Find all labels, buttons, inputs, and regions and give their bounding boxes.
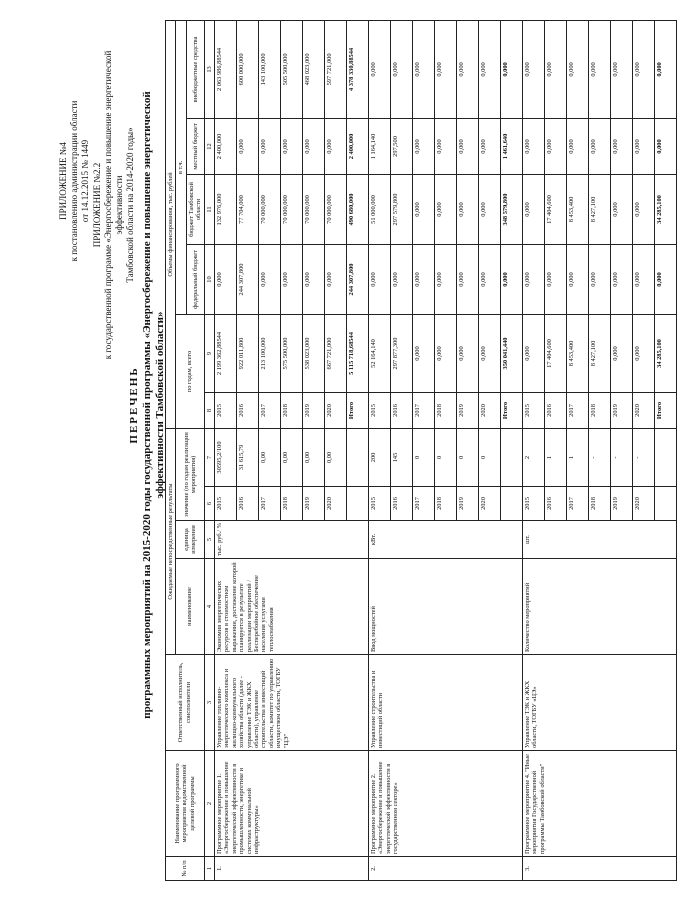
column-number: 3: [204, 655, 214, 751]
funding-extra: 0,000: [523, 20, 545, 118]
funding-year: 2018: [281, 392, 303, 428]
funding-local: 0,000: [611, 118, 633, 174]
program-name: Программное мероприятие 2. «Энергосбережение и повышение энергетической эффективности в государственном секторе»: [369, 751, 523, 857]
funding-total: 350 041,440: [501, 314, 523, 392]
funding-regional: 8 427,100: [589, 174, 611, 244]
funding-year: 2020: [479, 392, 501, 428]
funding-total: 667 721,000: [325, 314, 347, 392]
funding-local: 2 400,000: [347, 118, 369, 174]
funding-local: 0,000: [545, 118, 567, 174]
document-title: [128, 55, 167, 755]
funding-total: 575 500,000: [281, 314, 303, 392]
result-value: 200: [369, 428, 391, 486]
funding-federal: 0,000: [413, 244, 435, 314]
appendix-2-line1: к государственной программе «Энергосбережение и повышение энергетической эффективности: [103, 50, 124, 360]
funding-year: 2019: [611, 392, 633, 428]
result-name: Ввод мощностей: [369, 559, 523, 655]
column-number: 4: [204, 559, 214, 655]
result-name: Количество мероприятий: [523, 559, 677, 655]
program-name: Программное мероприятие 1. «Энергосбережение и повышение энергетической эффективности в промышленности, энергетике и системах коммунальной инфраструктуры»: [215, 751, 369, 857]
funding-year: 2017: [259, 392, 281, 428]
funding-extra: 2 063 986,88544: [215, 20, 237, 118]
table-row: [523, 20, 545, 880]
funding-federal: 0,000: [567, 244, 589, 314]
funding-regional: 132 976,000: [215, 174, 237, 244]
funding-federal: 0,000: [215, 244, 237, 314]
funding-federal: 244 307,800: [237, 244, 259, 314]
result-year: 2017: [259, 487, 281, 521]
result-unit: тыс. руб./ %: [215, 521, 369, 559]
funding-extra: 0,000: [413, 20, 435, 118]
program-number: 2.: [369, 857, 523, 881]
result-value: 1: [567, 428, 589, 486]
title-line2: программных мероприятий на 2015-2020 годы государственной программы «Энергосбережение и повышение энергетической эффективности Тамбовской области»: [141, 91, 166, 719]
funding-year: 2015: [523, 392, 545, 428]
funding-year: 2020: [633, 392, 655, 428]
col-value: значение (по годам реализации мероприятия): [176, 428, 204, 520]
funding-regional: 70 000,000: [281, 174, 303, 244]
col-name: Наименование программного мероприятия ведомственной целевой программы: [166, 751, 205, 857]
funding-federal: 0,000: [633, 244, 655, 314]
funding-year: 2016: [391, 392, 413, 428]
program-number: 3.: [523, 857, 677, 881]
appendix-4-line2: от 14.12.2015 № 1449: [80, 139, 90, 223]
result-value: 0,00: [259, 428, 281, 486]
column-number: 6: [204, 487, 214, 521]
column-number: 13: [204, 20, 214, 118]
col-res-name: наименование: [176, 559, 204, 655]
result-year: 2019: [303, 487, 325, 521]
result-year: 2017: [567, 487, 589, 521]
funding-federal: 0,000: [589, 244, 611, 314]
result-year: 2018: [435, 487, 457, 521]
funding-total: 0,000: [413, 314, 435, 392]
funding-year: 2018: [589, 392, 611, 428]
funding-federal: 0,000: [303, 244, 325, 314]
col-extra: внебюджетные средства: [186, 20, 204, 118]
funding-total: 0,000: [523, 314, 545, 392]
result-year: 2020: [325, 487, 347, 521]
funding-regional: 0,000: [479, 174, 501, 244]
column-number: 10: [204, 244, 214, 314]
funding-local: 0,000: [567, 118, 589, 174]
funding-federal: 0,000: [391, 244, 413, 314]
col-incl: в т.ч.: [176, 20, 186, 314]
appendix-4-title: ПРИЛОЖЕНИЕ №4: [58, 142, 68, 220]
funding-year: 2017: [567, 392, 589, 428]
result-year: 2019: [457, 487, 479, 521]
col-local: местный бюджет: [186, 118, 204, 174]
funding-regional: 17 404,600: [545, 174, 567, 244]
funding-extra: 0,000: [479, 20, 501, 118]
program-executor: Управление строительства и инвестиций области: [369, 655, 523, 751]
funding-extra: 4 378 330,88544: [347, 20, 369, 118]
col-results: Ожидаемые непосредственные результаты: [166, 428, 176, 654]
column-number: 1: [204, 857, 214, 881]
funding-total: 2 199 362,88544: [215, 314, 237, 392]
funding-year: 2018: [435, 392, 457, 428]
funding-year: Итого: [655, 392, 677, 428]
table-row: [369, 20, 391, 880]
funding-local: 0,000: [237, 118, 259, 174]
funding-total: 0,000: [479, 314, 501, 392]
funding-total: 5 115 718,68544: [347, 314, 369, 392]
result-year: 2015: [369, 487, 391, 521]
result-year: 2017: [413, 487, 435, 521]
funding-extra: 0,000: [501, 20, 523, 118]
funding-federal: 0,000: [259, 244, 281, 314]
column-number: 5: [204, 521, 214, 559]
result-value: -: [611, 428, 633, 486]
funding-regional: 77 704,000: [237, 174, 259, 244]
funding-local: 0,000: [457, 118, 479, 174]
funding-federal: 0,000: [479, 244, 501, 314]
result-value: 0: [457, 428, 479, 486]
funding-federal: 0,000: [325, 244, 347, 314]
funding-local: 0,000: [413, 118, 435, 174]
funding-regional: 0,000: [457, 174, 479, 244]
funding-regional: 0,000: [633, 174, 655, 244]
funding-year: 2016: [237, 392, 259, 428]
funding-extra: 0,000: [567, 20, 589, 118]
funding-extra: 0,000: [545, 20, 567, 118]
col-funding: Объемы финансирования, тыс. рублей: [166, 20, 176, 428]
column-number: 7: [204, 428, 214, 486]
result-value: 0: [435, 428, 457, 486]
funding-total: 213 100,000: [259, 314, 281, 392]
result-unit: кВт.: [369, 521, 523, 559]
appendix-2-title: ПРИЛОЖЕНИЕ №2.2: [92, 162, 102, 248]
funding-regional: 51 000,000: [369, 174, 391, 244]
result-year: 2016: [545, 487, 567, 521]
result-year: 2020: [633, 487, 655, 521]
funding-extra: 600 000,000: [237, 20, 259, 118]
funding-total: 922 011,800: [237, 314, 259, 392]
funding-year: Итого: [347, 392, 369, 428]
funding-total: 8 427,100: [589, 314, 611, 392]
funding-federal: 0,000: [369, 244, 391, 314]
result-value: [501, 428, 523, 486]
funding-federal: 0,000: [457, 244, 479, 314]
funding-regional: 70 000,000: [303, 174, 325, 244]
programs-table: [165, 20, 677, 881]
funding-total: 297 877,300: [391, 314, 413, 392]
result-year: 2016: [237, 487, 259, 521]
appendix-4-header: [58, 56, 91, 306]
funding-year: 2016: [545, 392, 567, 428]
funding-year: 2015: [369, 392, 391, 428]
result-year: 2020: [479, 487, 501, 521]
funding-total: 0,000: [611, 314, 633, 392]
result-value: 31 615,79: [237, 428, 259, 486]
program-number: 1.: [215, 857, 369, 881]
result-value: 145: [391, 428, 413, 486]
table-row: [215, 20, 237, 880]
funding-total: 17 404,600: [545, 314, 567, 392]
result-year: [347, 487, 369, 521]
funding-federal: 0,000: [435, 244, 457, 314]
funding-regional: 70 000,000: [259, 174, 281, 244]
result-value: 30595,2/100: [215, 428, 237, 486]
title-line1: ПЕРЕЧЕНЬ: [128, 366, 140, 444]
result-year: [501, 487, 523, 521]
funding-local: 0,000: [523, 118, 545, 174]
appendix-4-line1: к постановлению администрации области: [69, 100, 79, 262]
result-year: 2015: [523, 487, 545, 521]
funding-regional: 0,000: [413, 174, 435, 244]
funding-regional: 490 680,000: [347, 174, 369, 244]
column-number: 12: [204, 118, 214, 174]
appendix-2-line2: Тамбовской области на 2014-2020 годы»: [125, 127, 135, 283]
program-executor: Управление топливно-энергетического комплекса и жилищно-коммунального хозяйства области (далее - управление ТЭК и ЖКХ области), управление строительства и инвестиций области, комитет по управлению имуществом области, ТОГБУ "ЦЭ": [215, 655, 369, 751]
result-value: 0: [479, 428, 501, 486]
col-federal: федеральный бюджет: [186, 244, 204, 314]
funding-federal: 0,000: [281, 244, 303, 314]
funding-federal: 0,000: [611, 244, 633, 314]
funding-extra: 0,000: [457, 20, 479, 118]
result-year: 2015: [215, 487, 237, 521]
column-number: 8: [204, 392, 214, 428]
result-value: 0,00: [281, 428, 303, 486]
col-regional: бюджет Тамбовской области: [186, 174, 204, 244]
column-number: 9: [204, 314, 214, 392]
result-year: 2016: [391, 487, 413, 521]
funding-total: 52 164,140: [369, 314, 391, 392]
funding-extra: 0,000: [369, 20, 391, 118]
funding-local: 0,000: [325, 118, 347, 174]
funding-extra: 0,000: [655, 20, 677, 118]
funding-year: 2015: [215, 392, 237, 428]
funding-total: 0,000: [633, 314, 655, 392]
result-value: -: [589, 428, 611, 486]
col-no: № п/п: [166, 857, 205, 881]
funding-federal: 0,000: [655, 244, 677, 314]
funding-federal: 0,000: [501, 244, 523, 314]
funding-local: 0,000: [479, 118, 501, 174]
funding-regional: 0,000: [611, 174, 633, 244]
funding-regional: 0,000: [523, 174, 545, 244]
funding-local: 0,000: [655, 118, 677, 174]
funding-local: 0,000: [259, 118, 281, 174]
result-value: 0: [413, 428, 435, 486]
funding-year: 2019: [303, 392, 325, 428]
funding-regional: 348 579,800: [501, 174, 523, 244]
funding-total: 8 453,400: [567, 314, 589, 392]
funding-year: 2017: [413, 392, 435, 428]
funding-local: 0,000: [589, 118, 611, 174]
result-value: 1: [545, 428, 567, 486]
col-total: по годам, всего: [176, 314, 204, 428]
result-value: [655, 428, 677, 486]
result-value: 0,00: [325, 428, 347, 486]
funding-total: 538 023,000: [303, 314, 325, 392]
funding-total: 0,000: [457, 314, 479, 392]
result-year: 2018: [589, 487, 611, 521]
result-value: 2: [523, 428, 545, 486]
result-year: [655, 487, 677, 521]
programs-body: [215, 20, 677, 880]
funding-extra: 0,000: [435, 20, 457, 118]
funding-federal: 0,000: [545, 244, 567, 314]
funding-extra: 0,000: [391, 20, 413, 118]
funding-year: 2020: [325, 392, 347, 428]
result-unit: шт.: [523, 521, 677, 559]
funding-regional: 297 579,800: [391, 174, 413, 244]
funding-regional: 8 453,400: [567, 174, 589, 244]
column-numbers-row: [204, 20, 214, 880]
funding-local: 1 164,140: [369, 118, 391, 174]
funding-federal: 0,000: [523, 244, 545, 314]
funding-local: 1 461,640: [501, 118, 523, 174]
funding-local: 0,000: [435, 118, 457, 174]
funding-regional: 34 285,100: [655, 174, 677, 244]
col-unit: единица измерения: [176, 521, 204, 559]
funding-year: 2019: [457, 392, 479, 428]
result-year: 2019: [611, 487, 633, 521]
funding-extra: 0,000: [611, 20, 633, 118]
funding-local: 0,000: [633, 118, 655, 174]
col-executor: Ответственный исполнитель, соисполнители: [166, 655, 205, 751]
result-value: -: [633, 428, 655, 486]
funding-extra: 0,000: [633, 20, 655, 118]
result-value: [347, 428, 369, 486]
funding-total: 0,000: [435, 314, 457, 392]
funding-extra: 143 100,000: [259, 20, 281, 118]
funding-extra: 0,000: [589, 20, 611, 118]
funding-total: 34 285,100: [655, 314, 677, 392]
result-value: 0,00: [303, 428, 325, 486]
result-year: 2018: [281, 487, 303, 521]
funding-local: 0,000: [281, 118, 303, 174]
funding-federal: 244 307,800: [347, 244, 369, 314]
funding-local: 297,500: [391, 118, 413, 174]
column-number: 2: [204, 751, 214, 857]
column-number: 11: [204, 174, 214, 244]
funding-extra: 505 500,000: [281, 20, 303, 118]
funding-year: Итого: [501, 392, 523, 428]
funding-regional: 70 000,000: [325, 174, 347, 244]
funding-extra: 597 721,000: [325, 20, 347, 118]
funding-extra: 468 023,000: [303, 20, 325, 118]
program-executor: Управление ТЭК и ЖКХ области, ТОГБУ «ЦЭ»: [523, 655, 677, 751]
result-name: Экономия энергетических ресурсов в стоимостном выражении, достижение которой планируется в результате реализации мероприятий / Бесперебойное обеспечение населения услугами теплоснабжения: [215, 559, 369, 655]
funding-local: 0,000: [303, 118, 325, 174]
funding-local: 2 400,000: [215, 118, 237, 174]
program-name: Программное мероприятие 4. "Иные мероприятия Государственной программы Тамбовской области": [523, 751, 677, 857]
funding-regional: 0,000: [435, 174, 457, 244]
